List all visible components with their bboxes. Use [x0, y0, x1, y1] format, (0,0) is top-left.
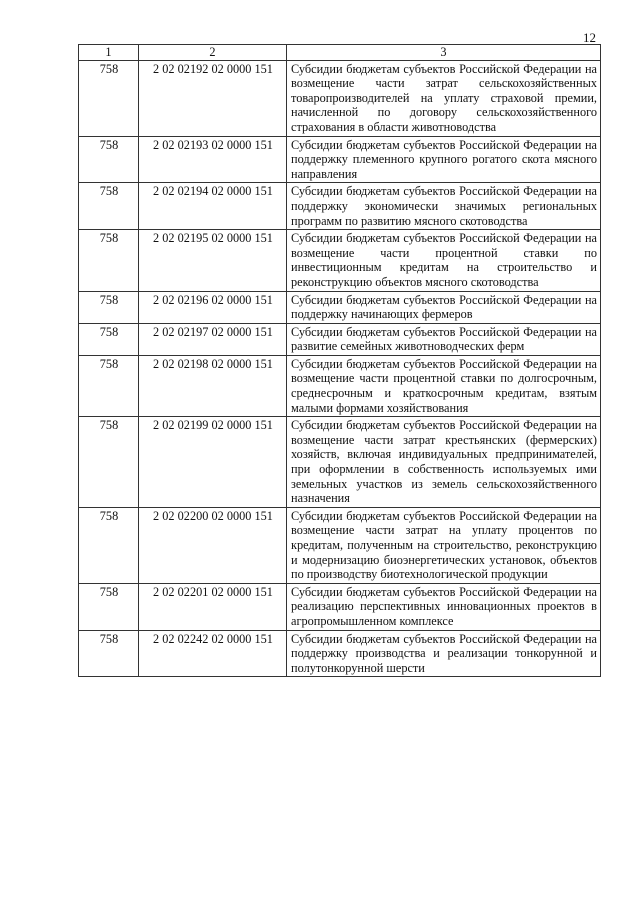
- budget-code-cell: 2 02 02193 02 0000 151: [139, 136, 287, 183]
- description-cell: Субсидии бюджетам субъектов Российской Федерации на развитие семейных животноводческих ферм: [287, 323, 601, 355]
- page-number: 12: [583, 30, 596, 45]
- table-row: [79, 183, 601, 230]
- budget-code-cell: 2 02 02200 02 0000 151: [139, 507, 287, 583]
- column-header-2: 2: [139, 45, 287, 61]
- table-row: [79, 136, 601, 183]
- admin-code-cell: 758: [79, 630, 139, 677]
- description-cell: Субсидии бюджетам субъектов Российской Федерации на поддержку племенного крупного рогатого скота мясного направления: [287, 136, 601, 183]
- table-row: [79, 417, 601, 508]
- budget-code-cell: 2 02 02195 02 0000 151: [139, 230, 287, 291]
- budget-code-cell: 2 02 02201 02 0000 151: [139, 583, 287, 630]
- admin-code-cell: 758: [79, 136, 139, 183]
- table-row: [79, 230, 601, 291]
- table-row: [79, 323, 601, 355]
- description-cell: Субсидии бюджетам субъектов Российской Федерации на реализацию перспективных инновационных проектов в агропромышленном комплексе: [287, 583, 601, 630]
- admin-code-cell: 758: [79, 583, 139, 630]
- table-row: [79, 60, 601, 136]
- description-cell: Субсидии бюджетам субъектов Российской Федерации на поддержку начинающих фермеров: [287, 291, 601, 323]
- description-cell: Субсидии бюджетам субъектов Российской Федерации на поддержку производства и реализации тонкорунной и полутонкорунной шерсти: [287, 630, 601, 677]
- description-cell: Субсидии бюджетам субъектов Российской Федерации на поддержку экономически значимых региональных программ по развитию мясного скотоводства: [287, 183, 601, 230]
- admin-code-cell: 758: [79, 183, 139, 230]
- budget-code-cell: 2 02 02199 02 0000 151: [139, 417, 287, 508]
- description-cell: Субсидии бюджетам субъектов Российской Федерации на возмещение части затрат на уплату процентов по кредитам, полученным на строительство, реконструкцию и модернизацию биоэнергетических установок, объектов по производству биотехнологической продукции: [287, 507, 601, 583]
- admin-code-cell: 758: [79, 323, 139, 355]
- description-cell: Субсидии бюджетам субъектов Российской Федерации на возмещение части процентной ставки по долгосрочным, среднесрочным и краткосрочным кредитам, взятым малыми формами хозяйствования: [287, 355, 601, 416]
- table-row: [79, 507, 601, 583]
- table-row: [79, 355, 601, 416]
- admin-code-cell: 758: [79, 507, 139, 583]
- budget-code-cell: 2 02 02198 02 0000 151: [139, 355, 287, 416]
- table-row: [79, 583, 601, 630]
- table-row: [79, 291, 601, 323]
- admin-code-cell: 758: [79, 355, 139, 416]
- budget-codes-table: [78, 44, 601, 677]
- table-header-row: [79, 45, 601, 61]
- admin-code-cell: 758: [79, 291, 139, 323]
- description-cell: Субсидии бюджетам субъектов Российской Федерации на возмещение части затрат сельскохозяйственных товаропроизводителей на уплату страховой премии, начисленной по договору сельскохозяйственного страхования в области животноводства: [287, 60, 601, 136]
- admin-code-cell: 758: [79, 230, 139, 291]
- description-cell: Субсидии бюджетам субъектов Российской Федерации на возмещение части процентной ставки по инвестиционным кредитам на строительство и реконструкцию объектов мясного скотоводства: [287, 230, 601, 291]
- budget-code-cell: 2 02 02242 02 0000 151: [139, 630, 287, 677]
- budget-code-cell: 2 02 02196 02 0000 151: [139, 291, 287, 323]
- table-row: [79, 630, 601, 677]
- budget-code-cell: 2 02 02197 02 0000 151: [139, 323, 287, 355]
- budget-code-cell: 2 02 02194 02 0000 151: [139, 183, 287, 230]
- description-cell: Субсидии бюджетам субъектов Российской Федерации на возмещение части затрат крестьянских (фермерских) хозяйств, включая индивидуальных предпринимателей, при оформлении в собственность используемых ими земельных участков из земель сельскохозяйственного назначения: [287, 417, 601, 508]
- admin-code-cell: 758: [79, 60, 139, 136]
- column-header-1: 1: [79, 45, 139, 61]
- column-header-3: 3: [287, 45, 601, 61]
- budget-code-cell: 2 02 02192 02 0000 151: [139, 60, 287, 136]
- admin-code-cell: 758: [79, 417, 139, 508]
